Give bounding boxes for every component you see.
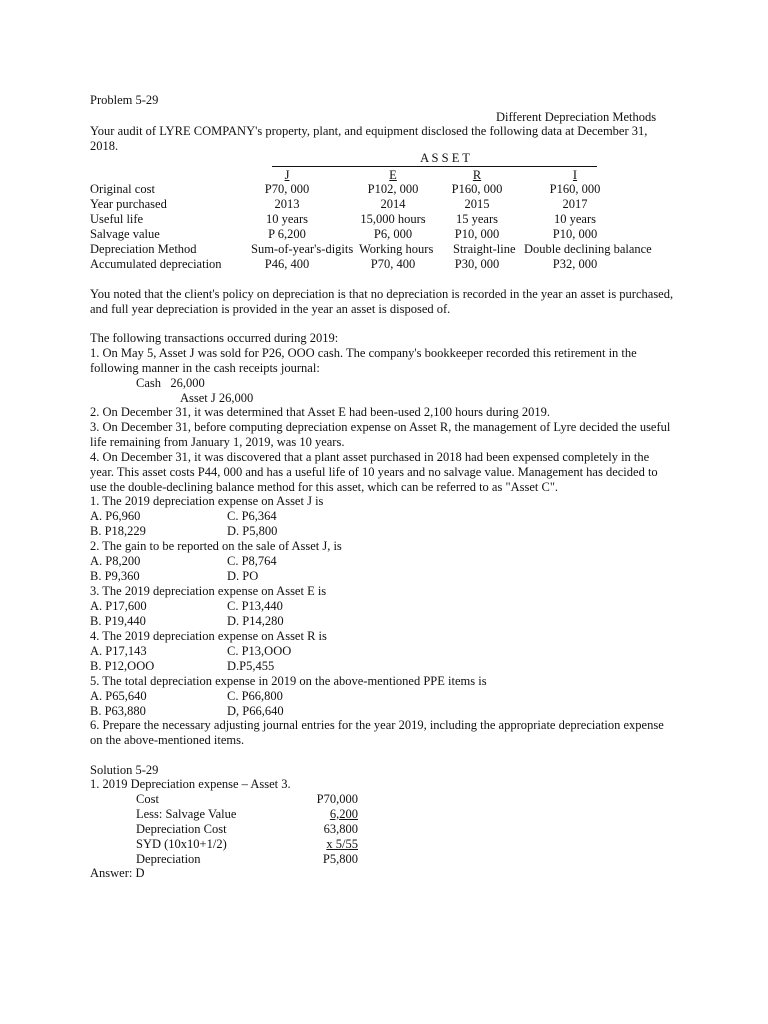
- question-3-option-b: B. P19,440: [90, 614, 146, 628]
- solution-title: Solution 5-29: [90, 763, 159, 777]
- intro-line-1: Your audit of LYRE COMPANY's property, plant, and equipment disclosed the following data at December 31,: [90, 124, 648, 138]
- transaction-4-line-1: 4. On December 31, it was discovered that a plant asset purchased in 2018 had been expensed completely in the: [90, 450, 650, 464]
- row-label-useful-life: Useful life: [90, 212, 144, 226]
- table-cell: 10 years: [554, 212, 596, 226]
- table-cell: 2014: [380, 197, 406, 211]
- asset-header-rule: [272, 166, 597, 167]
- problem-title: Problem 5-29: [90, 93, 159, 107]
- question-4-option-b: B. P12,OOO: [90, 659, 155, 673]
- col-header-r: R: [472, 168, 482, 182]
- question-4-option-d: D.P5,455: [227, 659, 275, 673]
- transaction-1-line-1: 1. On May 5, Asset J was sold for P26, OOO cash. The company's bookkeeper recorded this retirement in the: [90, 346, 637, 360]
- solution-answer: Answer: D: [90, 866, 145, 880]
- question-2-stem: 2. The gain to be reported on the sale of Asset J, is: [90, 539, 342, 553]
- table-cell: P160, 000: [451, 182, 503, 196]
- solution-row-value: 63,800: [323, 822, 358, 836]
- row-label-depreciation-method: Depreciation Method: [90, 242, 197, 256]
- transaction-4-line-2: year. This asset costs P44, 000 and has a useful life of 10 years and no salvage value. Management has decided to: [90, 465, 658, 479]
- question-4-option-c: C. P13,OOO: [227, 644, 292, 658]
- table-cell: Sum-of-year's-digits: [251, 242, 354, 256]
- table-cell: P32, 000: [552, 257, 598, 271]
- solution-item-1: 1. 2019 Depreciation expense – Asset 3.: [90, 777, 291, 791]
- transaction-3-line-1: 3. On December 31, before computing depreciation expense on Asset R, the management of Lyre decided the useful: [90, 420, 671, 434]
- policy-line-1: You noted that the client's policy on depreciation is that no depreciation is recorded in the year an asset is purchased,: [90, 287, 674, 301]
- solution-row-label: Cost: [136, 792, 159, 806]
- question-3-option-a: A. P17,600: [90, 599, 147, 613]
- transactions-heading: The following transactions occurred during 2019:: [90, 331, 339, 345]
- question-1-option-d: D. P5,800: [227, 524, 278, 538]
- journal-entry-debit: Cash 26,000: [136, 376, 205, 390]
- row-label-accumulated-depreciation: Accumulated depreciation: [90, 257, 222, 271]
- table-cell: P6, 000: [373, 227, 413, 241]
- question-1-option-c: C. P6,364: [227, 509, 277, 523]
- question-3-option-d: D. P14,280: [227, 614, 284, 628]
- question-5-option-b: B. P63,880: [90, 704, 146, 718]
- policy-line-2: and full year depreciation is provided in the year an asset is disposed of.: [90, 302, 451, 316]
- table-cell: 10 years: [266, 212, 308, 226]
- question-5-option-d: D, P66,640: [227, 704, 284, 718]
- row-label-original-cost: Original cost: [90, 182, 155, 196]
- question-4-stem: 4. The 2019 depreciation expense on Asset R is: [90, 629, 327, 643]
- table-cell: P46, 400: [264, 257, 310, 271]
- table-cell: P10, 000: [552, 227, 598, 241]
- question-6-line-1: 6. Prepare the necessary adjusting journal entries for the year 2019, including the appropriate depreciation expense: [90, 718, 664, 732]
- solution-row-value: x 5/55: [326, 837, 358, 851]
- question-1-option-b: B. P18,229: [90, 524, 146, 538]
- table-cell: P70, 400: [370, 257, 416, 271]
- transaction-2: 2. On December 31, it was determined that Asset E had been-used 2,100 hours during 2019.: [90, 405, 550, 419]
- table-cell: P70, 000: [264, 182, 310, 196]
- table-cell: P102, 000: [367, 182, 419, 196]
- table-cell: 15,000 hours: [360, 212, 426, 226]
- solution-row-label: Less: Salvage Value: [136, 807, 237, 821]
- table-cell: P30, 000: [454, 257, 500, 271]
- question-5-stem: 5. The total depreciation expense in 2019 on the above-mentioned PPE items is: [90, 674, 487, 688]
- table-cell: 2013: [274, 197, 300, 211]
- solution-row-label: Depreciation: [136, 852, 201, 866]
- question-2-option-c: C. P8,764: [227, 554, 277, 568]
- transaction-4-line-3: use the double-declining balance method for this asset, which can be referred to as "Asset C".: [90, 480, 559, 494]
- transaction-1-line-2: following manner in the cash receipts journal:: [90, 361, 320, 375]
- question-2-option-a: A. P8,200: [90, 554, 141, 568]
- solution-row-value: P70,000: [316, 792, 358, 806]
- journal-entry-credit: Asset J 26,000: [180, 391, 254, 405]
- question-1-stem: 1. The 2019 depreciation expense on Asset J is: [90, 494, 324, 508]
- asset-group-header: A S S E T: [420, 151, 470, 165]
- question-5-option-a: A. P65,640: [90, 689, 147, 703]
- row-label-salvage-value: Salvage value: [90, 227, 160, 241]
- col-header-i: I: [572, 168, 578, 182]
- question-6-line-2: on the above-mentioned items.: [90, 733, 245, 747]
- transaction-3-line-2: life remaining from January 1, 2019, was 10 years.: [90, 435, 345, 449]
- question-5-option-c: C. P66,800: [227, 689, 283, 703]
- table-cell: Straight-line: [453, 242, 516, 256]
- col-header-j: J: [284, 168, 290, 182]
- solution-row-label: SYD (10x10+1/2): [136, 837, 227, 851]
- solution-row-value: P5,800: [322, 852, 358, 866]
- solution-row-label: Depreciation Cost: [136, 822, 227, 836]
- topic-heading: Different Depreciation Methods: [496, 110, 657, 124]
- row-label-year-purchased: Year purchased: [90, 197, 167, 211]
- question-3-option-c: C. P13,440: [227, 599, 283, 613]
- table-cell: 15 years: [456, 212, 498, 226]
- table-cell: Double declining balance: [524, 242, 652, 256]
- table-cell: P 6,200: [268, 227, 306, 241]
- table-cell: P160, 000: [549, 182, 601, 196]
- question-3-stem: 3. The 2019 depreciation expense on Asset E is: [90, 584, 327, 598]
- table-cell: 2015: [464, 197, 490, 211]
- table-cell: Working hours: [359, 242, 434, 256]
- question-2-option-d: D. PO: [227, 569, 259, 583]
- question-1-option-a: A. P6,960: [90, 509, 141, 523]
- solution-row-value: 6,200: [329, 807, 358, 821]
- table-cell: P10, 000: [454, 227, 500, 241]
- question-4-option-a: A. P17,143: [90, 644, 147, 658]
- table-cell: 2017: [562, 197, 588, 211]
- intro-line-2: 2018.: [90, 139, 119, 153]
- question-2-option-b: B. P9,360: [90, 569, 140, 583]
- col-header-e: E: [389, 168, 397, 182]
